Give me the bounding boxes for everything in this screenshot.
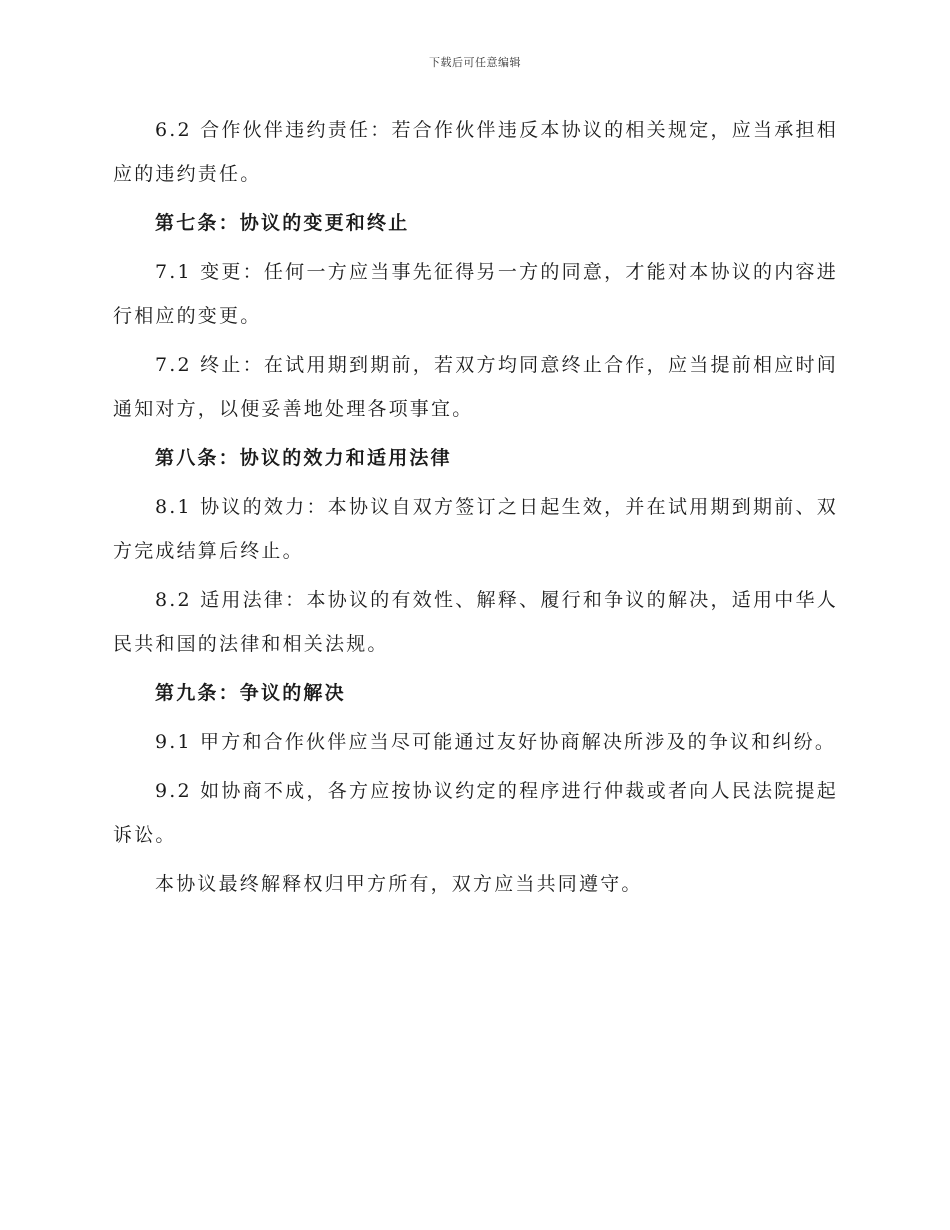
clause-8-2: 8.2 适用法律：本协议的有效性、解释、履行和争议的解决，适用中华人民共和国的法律和相关法规。 <box>113 589 838 655</box>
clause-7-1: 7.1 变更：任何一方应当事先征得另一方的同意，才能对本协议的内容进行相应的变更。 <box>113 261 838 327</box>
closing-statement: 本协议最终解释权归甲方所有，双方应当共同遵守。 <box>155 873 643 895</box>
article-7-heading: 第七条：协议的变更和终止 <box>155 212 410 234</box>
clause-8-1: 8.1 协议的效力：本协议自双方签订之日起生效，并在试用期到期前、双方完成结算后终止。 <box>113 496 838 562</box>
clause-6-2: 6.2 合作伙伴违约责任：若合作伙伴违反本协议的相关规定，应当承担相应的违约责任。 <box>113 119 838 185</box>
page-header: 下载后可任意编辑 <box>429 56 521 69</box>
article-8-heading: 第八条：协议的效力和适用法律 <box>155 447 452 469</box>
clause-7-2: 7.2 终止：在试用期到期前，若双方均同意终止合作，应当提前相应时间通知对方，以便妥善地处理各项事宜。 <box>113 354 838 420</box>
clause-9-1: 9.1 甲方和合作伙伴应当尽可能通过友好协商解决所涉及的争议和纠纷。 <box>155 731 837 753</box>
article-9-heading: 第九条：争议的解决 <box>155 682 346 704</box>
clause-9-2: 9.2 如协商不成，各方应按协议约定的程序进行仲裁或者向人民法院提起诉讼。 <box>113 780 838 846</box>
document-body <box>113 108 838 911</box>
